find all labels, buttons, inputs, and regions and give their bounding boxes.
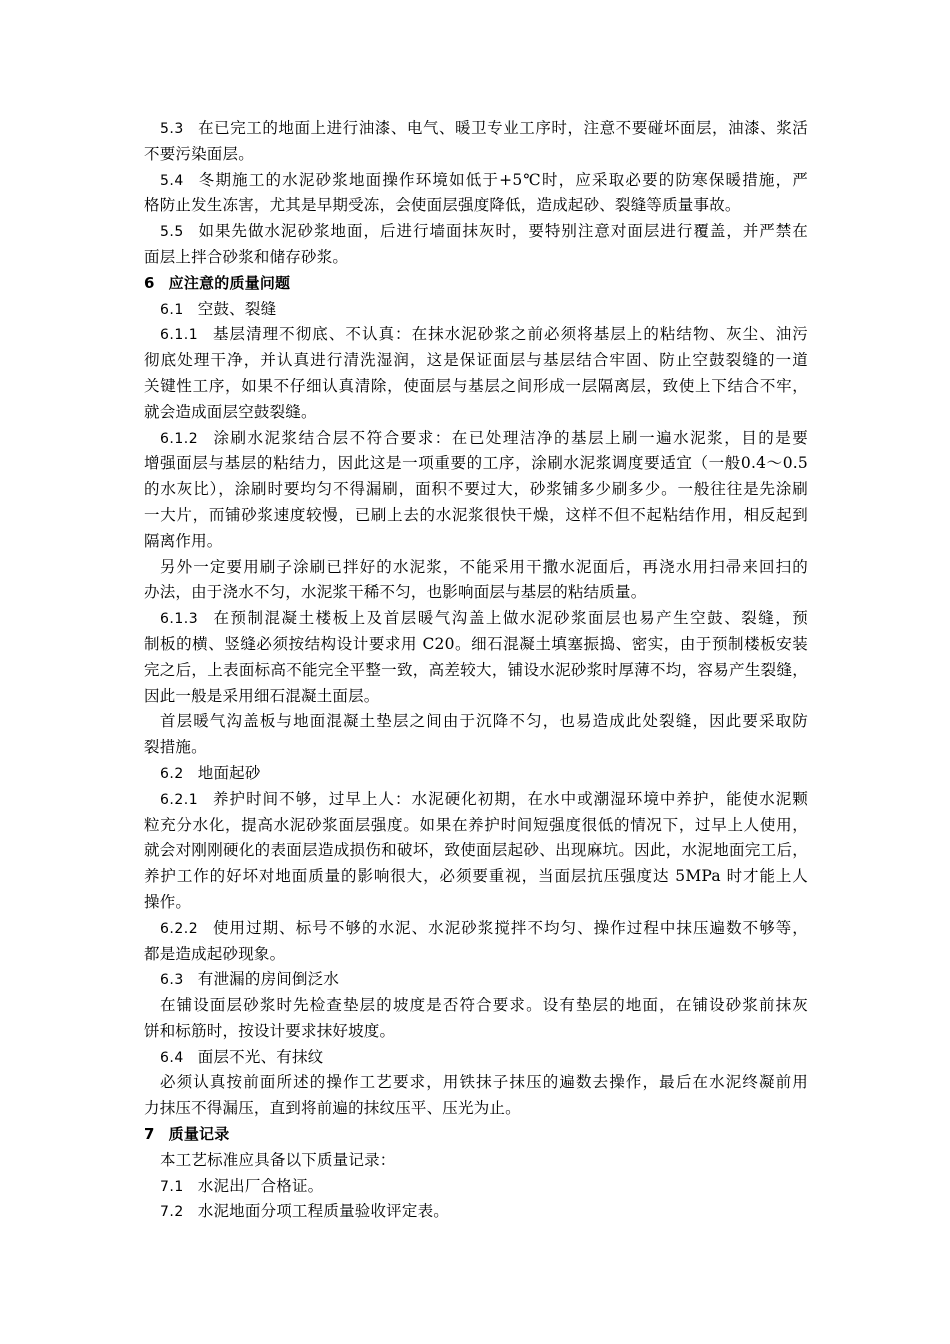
paragraph-6-4-line-1: 必须认真按前面所述的操作工艺要求，用铁抹子抹压的遍数去操作，最后在水泥终凝前用 xyxy=(160,1073,808,1092)
paragraph-5-4-line-2: 格防止发生冻害，尤其是早期受冻，会使面层强度降低，造成起砂、裂缝等质量事故。 xyxy=(144,196,741,215)
record-text: 水泥出厂合格证。 xyxy=(197,1176,324,1195)
clause-number: 5.5 xyxy=(160,224,184,241)
chapter-number: 6 xyxy=(144,273,155,292)
paragraph-6-1-3-line-4: 因此一般是采用细石混凝土面层。 xyxy=(144,686,380,705)
clause-number: 6.1.2 xyxy=(160,430,199,447)
paragraph-6-1-3-extra-line-1: 首层暖气沟盖板与地面混凝土垫层之间由于沉降不匀，也易造成此处裂缝，因此要采取防 xyxy=(160,712,808,731)
clause-number: 5.4 xyxy=(160,172,184,189)
document-page xyxy=(144,116,808,1225)
clause-text: 涂刷水泥浆结合层不符合要求：在已处理洁净的基层上刷一遍水泥浆，目的是要 xyxy=(212,428,808,447)
clause-number: 6.2.2 xyxy=(160,920,199,937)
paragraph-6-3-line-1: 在铺设面层砂浆时先检查垫层的坡度是否符合要求。设有垫层的地面，在铺设砂浆前抹灰 xyxy=(160,996,808,1015)
clause-number: 6.1.1 xyxy=(160,327,199,344)
clause-text: 养护时间不够，过早上人：水泥硬化初期，在水中或潮湿环境中养护，能使水泥颗 xyxy=(212,789,808,808)
section-number: 6.1 xyxy=(160,301,184,318)
paragraph-5-3-line-1 xyxy=(144,116,808,142)
section-6-1-heading xyxy=(144,297,808,323)
section-6-2-heading xyxy=(144,761,808,787)
paragraph-6-2-1-line-4: 养护工作的好坏对地面质量的影响很大，必须要重视，当面层抗压强度达 5MPa 时才能上人 xyxy=(144,867,808,886)
paragraph-6-4-line-2: 力抹压不得漏压，直到将前遍的抹纹压平、压光为止。 xyxy=(144,1099,521,1118)
section-title: 空鼓、裂缝 xyxy=(197,299,277,318)
paragraph-6-1-3-line-1 xyxy=(144,606,808,632)
paragraph-6-1-2-line-4: 一大片，而铺砂浆速度较慢，已刷上去的水泥浆很快干燥，这样不但不起粘结作用，相反起到 xyxy=(144,505,808,524)
section-number: 6.4 xyxy=(160,1049,184,1066)
paragraph-6-1-1-line-2: 彻底处理干净，并认真进行清洗湿润，这是保证面层与基层结合牢固、防止空鼓裂缝的一道 xyxy=(144,351,808,370)
paragraph-6-2-1-line-2: 粒充分水化，提高水泥砂浆面层强度。如果在养护时间短强度很低的情况下，过早上人使用， xyxy=(144,815,808,834)
record-item-7-1 xyxy=(144,1174,808,1200)
clause-text: 在已完工的地面上进行油漆、电气、暖卫专业工序时，注意不要碰坏面层，油漆、浆活 xyxy=(197,119,808,137)
section-number: 6.3 xyxy=(160,972,184,989)
paragraph-6-2-1-line-5: 操作。 xyxy=(144,892,192,911)
section-number: 6.2 xyxy=(160,765,184,782)
paragraph-6-1-1-line-3: 关键性工序，如果不仔细认真清除，使面层与基层之间形成一层隔离层，致使上下结合不牢， xyxy=(144,376,808,395)
clause-number: 5.3 xyxy=(160,121,184,137)
record-number: 7.1 xyxy=(160,1178,184,1195)
chapter-7-heading xyxy=(144,1122,808,1148)
clause-text: 基层清理不彻底、不认真：在抹水泥砂浆之前必须将基层上的粘结物、灰尘、油污 xyxy=(212,325,808,344)
clause-text: 冬期施工的水泥砂浆地面操作环境如低于+5℃时，应采取必要的防寒保暖措施，严 xyxy=(197,170,808,189)
paragraph-6-3-line-2: 饼和标筋时，按设计要求抹好坡度。 xyxy=(144,1021,396,1040)
clause-number: 6.2.1 xyxy=(160,791,199,808)
paragraph-5-3-line-2: 不要污染面层。 xyxy=(144,144,254,163)
paragraph-6-1-2-line-1 xyxy=(144,426,808,452)
section-title: 地面起砂 xyxy=(197,763,261,782)
paragraph-6-1-1-line-4: 就会造成面层空鼓裂缝。 xyxy=(144,402,317,421)
paragraph-6-1-2-line-2: 增强面层与基层的粘结力，因此这是一项重要的工序，涂刷水泥浆调度要适宜（一般0.4～0.5 xyxy=(144,454,808,473)
chapter-title: 应注意的质量问题 xyxy=(168,273,291,292)
paragraph-6-1-2-extra-line-1: 另外一定要用刷子涂刷已拌好的水泥浆，不能采用干撒水泥面后，再浇水用扫帚来回扫的 xyxy=(160,557,808,576)
paragraph-6-1-2-line-5: 隔离作用。 xyxy=(144,531,223,550)
clause-text: 如果先做水泥砂浆地面，后进行墙面抹灰时，要特别注意对面层进行覆盖，并严禁在 xyxy=(197,222,808,241)
clause-number: 6.1.3 xyxy=(160,611,199,628)
chapter-6-heading xyxy=(144,271,808,297)
paragraph-6-1-3-extra-line-2: 裂措施。 xyxy=(144,738,207,757)
paragraph-6-2-1-line-3: 就会对刚刚硬化的表面层造成损伤和破坏，致使面层起砂、出现麻坑。因此，水泥地面完工后， xyxy=(144,841,808,860)
section-title: 面层不光、有抹纹 xyxy=(197,1047,324,1066)
paragraph-6-2-2-line-2: 都是造成起砂现象。 xyxy=(144,944,286,963)
chapter-title: 质量记录 xyxy=(168,1125,230,1144)
record-text: 水泥地面分项工程质量验收评定表。 xyxy=(197,1202,449,1221)
paragraph-6-1-1-line-1 xyxy=(144,322,808,348)
paragraph-6-1-2-line-3: 的水灰比），涂刷时要均匀不得漏刷，面积不要过大，砂浆铺多少刷多少。一般往往是先涂刷 xyxy=(144,480,808,499)
section-title: 有泄漏的房间倒泛水 xyxy=(197,970,340,989)
paragraph-5-4-line-1 xyxy=(144,168,808,194)
chapter-7-intro: 本工艺标准应具备以下质量记录： xyxy=(160,1150,396,1169)
paragraph-6-2-2-line-1 xyxy=(144,916,808,942)
paragraph-5-5-line-1 xyxy=(144,219,808,245)
section-6-4-heading xyxy=(144,1045,808,1071)
clause-text: 使用过期、标号不够的水泥、水泥砂浆搅拌不均匀、操作过程中抹压遍数不够等， xyxy=(212,918,808,937)
paragraph-6-1-3-line-2: 制板的横、竖缝必须按结构设计要求用 C20。细石混凝土填塞振捣、密实，由于预制楼板安装 xyxy=(144,634,808,653)
paragraph-5-5-line-2: 面层上拌合砂浆和储存砂浆。 xyxy=(144,247,349,266)
record-item-7-2 xyxy=(144,1199,808,1225)
chapter-number: 7 xyxy=(144,1125,155,1144)
section-6-3-heading xyxy=(144,967,808,993)
clause-text: 在预制混凝土楼板上及首层暖气沟盖上做水泥砂浆面层也易产生空鼓、裂缝，预 xyxy=(212,609,808,628)
paragraph-6-2-1-line-1 xyxy=(144,787,808,813)
record-number: 7.2 xyxy=(160,1204,184,1221)
paragraph-6-1-3-line-3: 完之后，上表面标高不能完全平整一致，高差较大，铺设水泥砂浆时厚薄不均，容易产生裂缝， xyxy=(144,660,808,679)
paragraph-6-1-2-extra-line-2: 办法，由于浇水不匀，水泥浆干稀不匀，也影响面层与基层的粘结质量。 xyxy=(144,583,647,602)
